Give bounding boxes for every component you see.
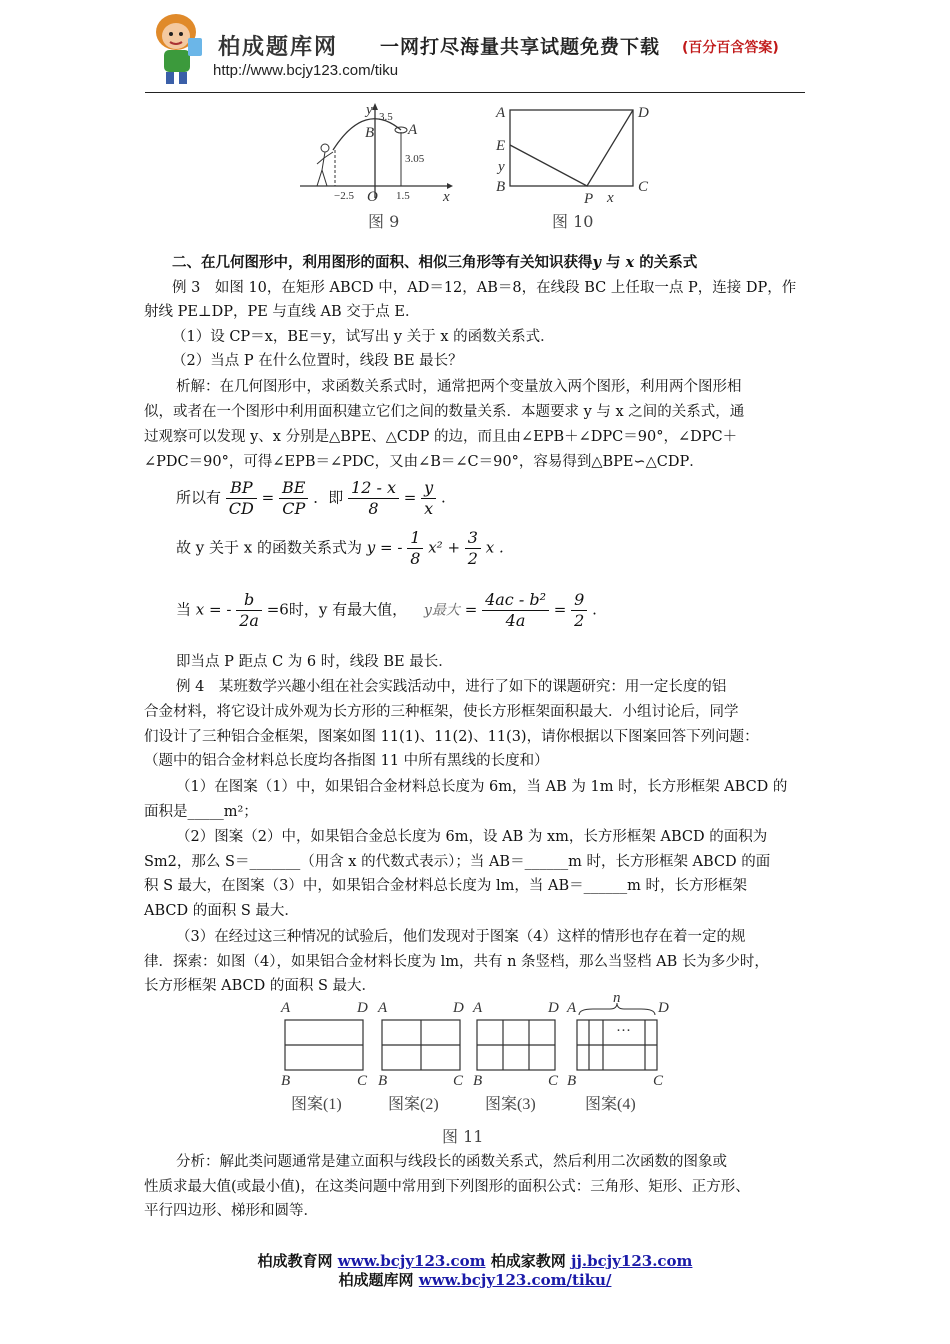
ex4-q3a: （3）在经过这三种情况的试验后，他们发现对于图案（4）这样的情形也存在着一定的规 (176, 929, 746, 945)
figure-11 (275, 993, 680, 1118)
ex4-q2a: （2）图案（2）中，如果铝合金总长度为 6m，设 AB 为 xm，长方形框架 ABCD 的面积为 (176, 829, 768, 845)
fig11-pattern4-caption: 图案(4) (585, 1096, 636, 1113)
ex4-q3c: 长方形框架 ABCD 的面积 S 最大． (144, 978, 376, 994)
fig10-label-e: E (496, 138, 506, 154)
fig11-p4-c: C (653, 1073, 664, 1089)
fig10-label-d: D (638, 105, 649, 121)
frac-3-2 (465, 528, 481, 569)
ex3-line1: 例 3 如图 10，在矩形 ABCD 中，AD＝12，AB＝8，在线段 BC 上任取一点 P，连接 DP，作 (172, 280, 797, 296)
fig9-label-y: y (366, 102, 373, 118)
frac-12x-8 (348, 478, 399, 519)
eq-sign-4: = (553, 600, 567, 619)
ex3-q1: （1）设 CP＝x，BE＝y，试写出 y 关于 x 的函数关系式． (172, 329, 555, 345)
fig9-label-a: A (408, 122, 418, 138)
ex4-line4: （题中的铝合金材料总长度均各指图 11 中所有黑线的长度和） (144, 753, 549, 769)
when-2a: 2a (239, 611, 259, 630)
section-heading-y: y (592, 254, 601, 271)
fig9-label-305: 3.05 (405, 153, 425, 165)
fig11-p2-b: B (378, 1073, 388, 1089)
ymax-num: 4ac - b² (482, 590, 549, 611)
fig11-p4-n: n (613, 993, 621, 1006)
section-heading-text: 二、在几何图形中，利用图形的面积、相似三角形等有关知识获得 (172, 254, 593, 271)
section-heading-mid: 与 (600, 254, 626, 271)
frac-1-8 (407, 528, 423, 569)
fig10-caption: 图 10 (552, 212, 594, 231)
ex4-line3: 们设计了三种铝合金框架，图案如图 11(1)、11(2)、11(3)，请你根据以下图案回答下列问题： (144, 729, 759, 745)
func-8: 8 (410, 549, 421, 568)
ex3-similarity-equation (176, 478, 446, 519)
fig11-caption: 图 11 (442, 1127, 484, 1146)
ex3-vertex (176, 590, 407, 631)
fig11-p4-a: A (567, 1000, 577, 1016)
when-eq6: =6时，y 有最大值， (266, 600, 408, 619)
footer-line-2 (0, 1269, 950, 1290)
fig9-label-35: 3.5 (379, 111, 393, 123)
fig11-p4-dots: ··· (616, 1023, 631, 1039)
fig9-label-neg25: −2.5 (334, 190, 354, 202)
fig9-label-o: O (367, 189, 378, 205)
site-logo-mascot (148, 8, 210, 86)
fig11-p3-d: D (548, 1000, 559, 1016)
fig11-pattern1-caption: 图案(1) (291, 1096, 342, 1113)
frac-be-cp (279, 478, 308, 519)
footer-link-tutor[interactable]: jj.bcjy123.com (571, 1252, 693, 1270)
frac-bp-cd (226, 478, 257, 519)
footer-link-edu[interactable]: www.bcjy123.com (337, 1252, 486, 1270)
func-prefix: 故 y 关于 x 的函数关系式为 (176, 538, 363, 557)
footer-tiku-label: 柏成题库网 (338, 1271, 414, 1289)
frac-be: BE (279, 478, 308, 499)
answer-badge: (百分百含答案) (682, 40, 779, 56)
ex3-analysis-1: 析解：在几何图形中，求函数关系式时，通常把两个变量放入两个图形，利用两个图形相 (176, 379, 742, 395)
ymax-9: 9 (571, 590, 587, 611)
analysis-end-3: 平行四边形、梯形和圆等． (144, 1203, 318, 1219)
fig11-pattern2-caption: 图案(2) (388, 1096, 439, 1113)
ex3-conclusion: 即当点 P 距点 C 为 6 时，线段 BE 最长． (176, 654, 453, 670)
analysis-end-2: 性质求最大值(或最小值)，在这类问题中常用到下列图形的面积公式：三角形、矩形、正方形、 (144, 1179, 750, 1195)
when-b: b (236, 590, 262, 611)
func-x: x . (485, 538, 504, 557)
section-heading-x: x (625, 254, 635, 271)
ex4-line1: 例 4 某班数学兴趣小组在社会实践活动中，进行了如下的课题研究：用一定长度的铝 (176, 679, 727, 695)
frac-9-2 (571, 590, 587, 631)
fig11-p4-b: B (567, 1073, 577, 1089)
frac-8: 8 (368, 499, 379, 518)
fig10-label-p: P (584, 191, 594, 207)
ex4-q2b: Sm2，那么 S＝_______（用含 x 的代数式表示）；当 AB＝______m 时，长方形框架 ABCD 的面 (144, 854, 771, 870)
frac-cd: CD (228, 499, 254, 518)
footer-tutor-label: 柏成家教网 (490, 1252, 566, 1270)
func-3: 3 (465, 528, 481, 549)
frac-12x: 12 - x (348, 478, 399, 499)
ex4-q1b: 面积是_____m²； (144, 804, 258, 820)
fig10-label-y: y (498, 159, 505, 175)
frac-y: y (421, 478, 436, 499)
ymax-label: y最大 (424, 602, 460, 619)
header-rule (145, 92, 805, 93)
ex3-q2: （2）当点 P 在什么位置时，线段 BE 最长？ (172, 353, 463, 369)
site-title: 柏成题库网 (218, 35, 339, 60)
eq-sign-3: = (464, 600, 478, 619)
frac-b-2a (236, 590, 262, 631)
ex3-function (176, 528, 504, 569)
ymax-den: 4a (505, 611, 526, 630)
fig9-label-b: B (365, 125, 375, 141)
ji-text: ．即 (313, 488, 344, 507)
header-url[interactable]: http://www.bcjy123.com/tiku (213, 62, 399, 79)
fig10-label-x: x (607, 190, 614, 206)
figure-10 (490, 100, 660, 212)
fig11-p3-b: B (473, 1073, 483, 1089)
fig9-label-15: 1.5 (396, 190, 410, 202)
fig11-p1-a: A (281, 1000, 291, 1016)
frac-x: x (424, 499, 434, 518)
fig11-p2-d: D (453, 1000, 464, 1016)
figure-9 (295, 100, 460, 215)
period: . (440, 488, 446, 507)
when-prefix: 当 (176, 600, 192, 619)
ex4-line2: 合金材料，将它设计成外观为长方形的三种框架，使长方形框架面积最大．小组讨论后，同学 (144, 704, 739, 720)
ex4-q2c: 积 S 最大，在图案（3）中，如果铝合金材料总长度为 lm，当 AB＝______m 时，长方形框架 (144, 878, 747, 894)
fig10-label-c: C (638, 179, 649, 195)
fig11-p2-a: A (378, 1000, 388, 1016)
eq-sign-2: = (403, 488, 417, 507)
ex4-q3b: 律．探索：如图（4），如果铝合金材料长度为 lm，共有 n 条竖档，那么当竖档 AB 长为多少时， (144, 954, 769, 970)
func-1: 1 (407, 528, 423, 549)
analysis-end-1: 分析：解此类问题通常是建立面积与线段长的函数关系式，然后利用二次函数的图象或 (176, 1154, 727, 1170)
fig11-p1-b: B (281, 1073, 291, 1089)
footer-link-tiku[interactable]: www.bcjy123.com/tiku/ (418, 1271, 612, 1289)
ex3-analysis-3: 过观察可以发现 y、x 分别是△BPE、△CDP 的边，而且由∠EPB＋∠DPC＝90°，∠DPC＋ (144, 429, 738, 445)
fig9-label-x: x (443, 189, 450, 205)
ymax-2: 2 (574, 611, 585, 630)
ex3-line2: 射线 PE⊥DP，PE 与直线 AB 交于点 E． (144, 304, 420, 320)
footer-line-1 (0, 1250, 950, 1271)
fig11-p1-d: D (357, 1000, 368, 1016)
eq-sign: = (261, 488, 275, 507)
fig11-p3-c: C (548, 1073, 559, 1089)
ex4-q1a: （1）在图案（1）中，如果铝合金材料总长度为 6m，当 AB 为 1m 时，长方形框架 ABCD 的 (176, 779, 788, 795)
ex3-analysis-2: 似，或者在一个图形中利用面积建立它们之间的数量关系．本题要求 y 与 x 之间的关系式，通 (144, 404, 745, 420)
fig9-caption: 图 9 (368, 212, 400, 231)
fig11-p3-a: A (473, 1000, 483, 1016)
section-heading (172, 251, 812, 275)
period-2: . (592, 600, 597, 619)
fig11-pattern3-caption: 图案(3) (485, 1096, 536, 1113)
footer-edu-label: 柏成教育网 (257, 1252, 333, 1270)
frac-ymax (482, 590, 549, 631)
fig10-label-b: B (496, 179, 506, 195)
when-x: x = - (195, 600, 232, 619)
section-heading-tail: 的关系式 (634, 254, 698, 271)
site-slogan: 一网打尽海量共享试题免费下载 (380, 36, 661, 58)
frac-cp: CP (282, 499, 306, 518)
fig11-p4-d: D (658, 1000, 669, 1016)
ex4-q2d: ABCD 的面积 S 最大． (144, 903, 299, 919)
func-expr: y = - (366, 538, 403, 557)
func-2: 2 (467, 549, 478, 568)
fig11-p2-c: C (453, 1073, 464, 1089)
so-prefix: 所以有 (176, 488, 222, 507)
ex3-analysis-4: ∠PDC＝90°，可得∠EPB＝∠PDC，又由∠B＝∠C＝90°，容易得到△BPE∽△CDP． (144, 454, 704, 470)
frac-bp: BP (226, 478, 257, 499)
ex3-ymax (424, 590, 597, 631)
fig10-label-a: A (496, 105, 506, 121)
func-x2: x² + (428, 538, 461, 557)
fig11-p1-c: C (357, 1073, 368, 1089)
frac-y-x (421, 478, 436, 519)
